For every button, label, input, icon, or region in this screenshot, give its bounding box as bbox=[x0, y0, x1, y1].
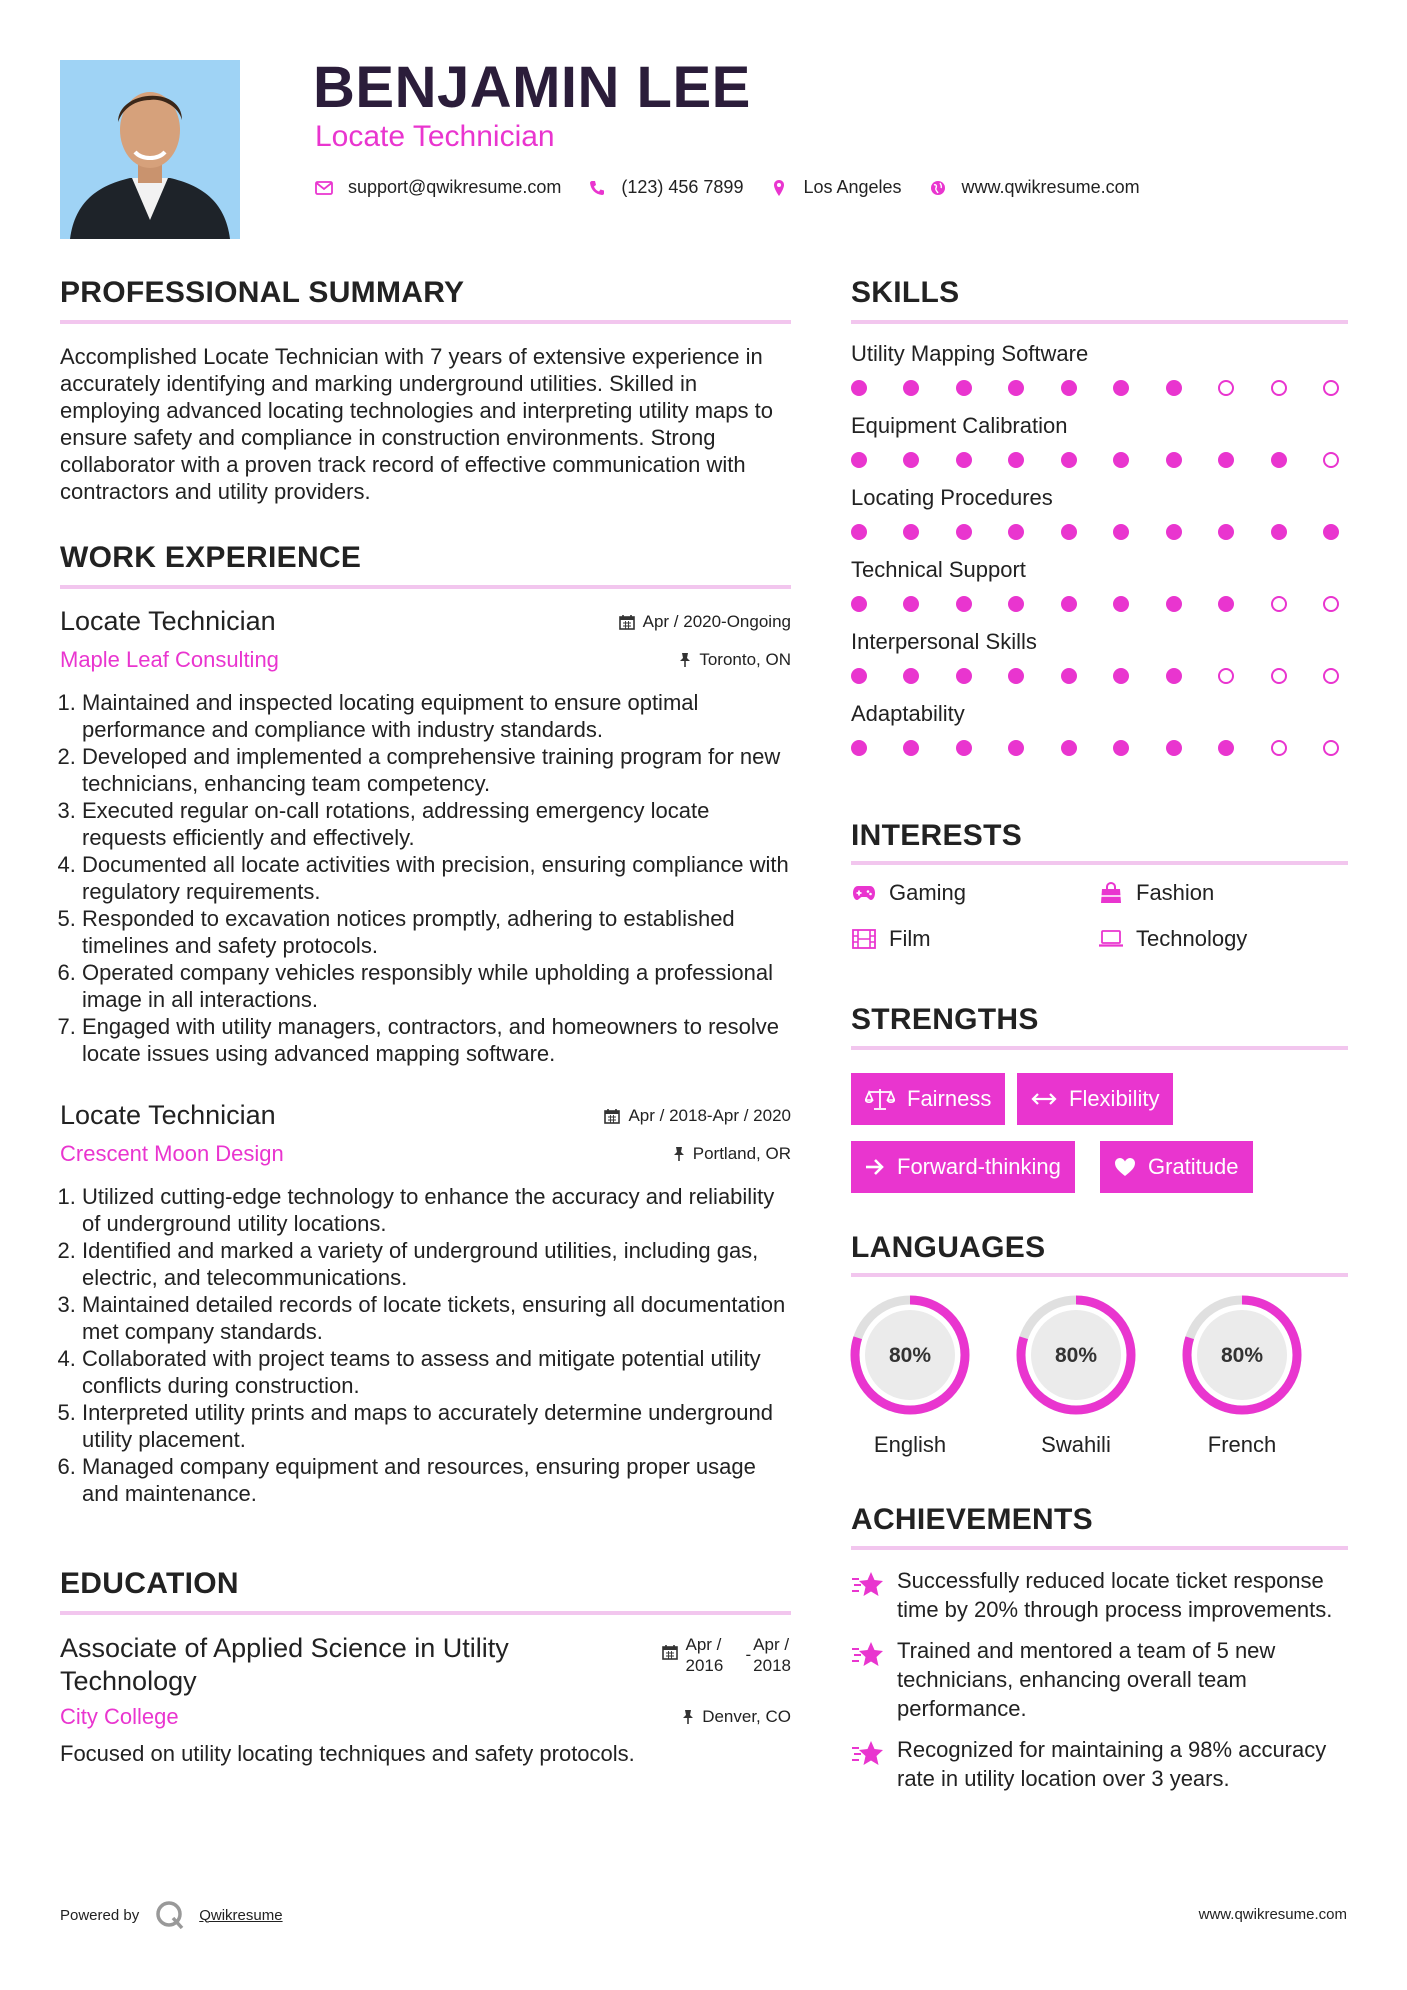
start-month: Apr / bbox=[685, 1635, 722, 1654]
rating-dot-filled bbox=[903, 668, 919, 684]
rating-dot-empty bbox=[1323, 740, 1339, 756]
gamepad-icon bbox=[851, 882, 877, 904]
rating-dot-empty bbox=[1323, 452, 1339, 468]
laptop-icon bbox=[1098, 928, 1124, 950]
skill-rating bbox=[851, 380, 1339, 396]
website-text: www.qwikresume.com bbox=[961, 177, 1140, 197]
skill-item bbox=[851, 629, 1348, 684]
duty-item: 2. Identified and marked a variety of underground utilities, including gas, electric, and telecommunications. bbox=[82, 1237, 791, 1291]
calendar-icon bbox=[662, 1644, 678, 1660]
skill-item bbox=[851, 485, 1348, 540]
language-name: French bbox=[1207, 1432, 1277, 1457]
rating-dot-filled bbox=[851, 740, 867, 756]
film-icon bbox=[851, 928, 877, 950]
skill-name: Utility Mapping Software bbox=[851, 341, 1089, 366]
strength-chip bbox=[851, 1073, 1005, 1125]
rating-dot-empty bbox=[1323, 596, 1339, 612]
rating-dot-filled bbox=[1166, 668, 1182, 684]
arrows-horizontal-icon bbox=[1031, 1092, 1057, 1106]
rating-dot-empty bbox=[1271, 596, 1287, 612]
duty-item: 3. Executed regular on-call rotations, addressing emergency locate requests efficiently and effectively. bbox=[82, 797, 791, 851]
rating-dot-filled bbox=[1061, 668, 1077, 684]
duty-item: 5. Interpreted utility prints and maps to accurately determine underground utility placement. bbox=[82, 1399, 791, 1453]
duties-list bbox=[60, 1183, 791, 1507]
rating-dot-empty bbox=[1323, 380, 1339, 396]
job-location-text: Toronto, ON bbox=[699, 650, 791, 669]
rating-dot-empty bbox=[1218, 668, 1234, 684]
rating-dot-filled bbox=[956, 380, 972, 396]
rating-dot-filled bbox=[1271, 524, 1287, 540]
rating-dot-filled bbox=[1113, 524, 1129, 540]
rating-dot-filled bbox=[1113, 596, 1129, 612]
pushpin-icon bbox=[682, 1709, 694, 1725]
strengths-divider bbox=[851, 1046, 1348, 1050]
job-title: Locate Technician bbox=[60, 1100, 276, 1130]
phone-icon bbox=[587, 178, 607, 198]
skill-rating bbox=[851, 740, 1339, 756]
summary-text: Accomplished Locate Technician with 7 years of extensive experience in accurately identifying and marking underground utilities. Skilled in employing advanced locating technologies and interpreting utility maps to ensure safety and compliance in construction environments. Strong collaborator with a proven track record of effective communication with contractors and utility providers. bbox=[60, 344, 773, 504]
rating-dot-filled bbox=[1218, 524, 1234, 540]
achievement-item bbox=[851, 1636, 1348, 1723]
strength-chip bbox=[851, 1141, 1075, 1193]
job-location bbox=[673, 1144, 791, 1164]
skill-rating bbox=[851, 668, 1339, 684]
rating-dot-filled bbox=[1166, 524, 1182, 540]
end-month: Apr / bbox=[753, 1635, 790, 1654]
education-dates bbox=[662, 1634, 792, 1676]
skill-rating bbox=[851, 596, 1339, 612]
achievement-text: Trained and mentored a team of 5 new technicians, enhancing overall team performance. bbox=[897, 1638, 1276, 1721]
rating-dot-filled bbox=[1061, 596, 1077, 612]
skill-rating bbox=[851, 452, 1339, 468]
skills-heading: SKILLS bbox=[851, 276, 960, 309]
calendar-icon bbox=[604, 1108, 620, 1124]
skill-name: Equipment Calibration bbox=[851, 413, 1068, 438]
rating-dot-empty bbox=[1218, 380, 1234, 396]
profile-photo bbox=[60, 60, 240, 239]
start-date bbox=[686, 1634, 746, 1676]
rating-dot-filled bbox=[1061, 380, 1077, 396]
rating-dot-filled bbox=[1166, 380, 1182, 396]
skill-name: Adaptability bbox=[851, 701, 965, 726]
skill-rating bbox=[851, 524, 1339, 540]
interest-item bbox=[1098, 926, 1348, 952]
rating-dot-filled bbox=[1061, 452, 1077, 468]
language-percent: 80% bbox=[1054, 1344, 1098, 1367]
phone-text: (123) 456 7899 bbox=[621, 177, 744, 197]
rating-dot-filled bbox=[1008, 596, 1024, 612]
end-date bbox=[753, 1634, 791, 1676]
candidate-role: Locate Technician bbox=[315, 120, 555, 153]
interests-grid bbox=[851, 880, 1348, 952]
rating-dot-filled bbox=[956, 740, 972, 756]
duties-list bbox=[60, 689, 791, 1067]
strength-label: Fairness bbox=[907, 1086, 992, 1111]
strengths-heading: STRENGTHS bbox=[851, 1003, 1039, 1036]
education-heading: EDUCATION bbox=[60, 1567, 239, 1600]
rating-dot-filled bbox=[1218, 452, 1234, 468]
skill-name: Technical Support bbox=[851, 557, 1026, 582]
duty-item: 7. Engaged with utility managers, contractors, and homeowners to resolve locate issues using advanced mapping software. bbox=[82, 1013, 791, 1067]
languages-row bbox=[848, 1293, 1308, 1458]
interest-label: Film bbox=[889, 926, 931, 951]
shopping-bag-icon bbox=[1098, 882, 1124, 904]
brand-link[interactable]: Qwikresume bbox=[199, 1906, 283, 1924]
job-dates bbox=[619, 612, 791, 632]
duty-item: 5. Responded to excavation notices promptly, adhering to established timelines and safety protocols. bbox=[82, 905, 791, 959]
heart-icon bbox=[1114, 1157, 1136, 1177]
achievement-text: Successfully reduced locate ticket response time by 20% through process improvements. bbox=[897, 1568, 1333, 1622]
interest-item bbox=[851, 880, 1098, 906]
job-dates-text: Apr / 2018-Apr / 2020 bbox=[628, 1105, 791, 1125]
job-location-text: Portland, OR bbox=[692, 1144, 791, 1163]
duty-item: 4. Documented all locate activities with precision, ensuring compliance with regulatory requirements. bbox=[82, 851, 791, 905]
rating-dot-filled bbox=[903, 596, 919, 612]
footer-powered-by bbox=[60, 1900, 283, 1930]
strength-chip bbox=[1100, 1141, 1253, 1193]
rating-dot-empty bbox=[1271, 668, 1287, 684]
achievement-item bbox=[851, 1735, 1348, 1793]
rating-dot-filled bbox=[956, 596, 972, 612]
job-title: Locate Technician bbox=[60, 606, 276, 636]
duty-item: 1. Utilized cutting-edge technology to enhance the accuracy and reliability of underground utility locations. bbox=[82, 1183, 791, 1237]
skill-item bbox=[851, 557, 1348, 612]
skill-item bbox=[851, 413, 1348, 468]
duty-item: 6. Operated company vehicles responsibly while upholding a professional image in all interactions. bbox=[82, 959, 791, 1013]
language-name: English bbox=[873, 1432, 947, 1457]
arrow-right-icon bbox=[865, 1158, 885, 1176]
rating-dot-filled bbox=[1166, 452, 1182, 468]
language-ring bbox=[1014, 1293, 1138, 1417]
language-item bbox=[1014, 1293, 1138, 1458]
end-year: 2018 bbox=[753, 1656, 791, 1675]
candidate-name: BENJAMIN LEE bbox=[313, 55, 751, 120]
school-name: City College bbox=[60, 1704, 179, 1729]
rating-dot-empty bbox=[1271, 380, 1287, 396]
company-name: Crescent Moon Design bbox=[60, 1141, 284, 1166]
rating-dot-filled bbox=[903, 380, 919, 396]
rating-dot-filled bbox=[1113, 452, 1129, 468]
rating-dot-filled bbox=[1218, 740, 1234, 756]
rating-dot-filled bbox=[851, 380, 867, 396]
strength-label: Forward-thinking bbox=[897, 1154, 1061, 1179]
rating-dot-filled bbox=[1166, 740, 1182, 756]
rating-dot-filled bbox=[956, 452, 972, 468]
achievement-item bbox=[851, 1566, 1348, 1624]
rating-dot-filled bbox=[851, 452, 867, 468]
contact-email[interactable] bbox=[314, 177, 561, 198]
rating-dot-filled bbox=[851, 668, 867, 684]
company-name: Maple Leaf Consulting bbox=[60, 647, 279, 672]
contact-website[interactable] bbox=[928, 177, 1140, 198]
avatar bbox=[60, 60, 240, 239]
powered-by-text: Powered by bbox=[60, 1906, 140, 1924]
rating-dot-filled bbox=[903, 740, 919, 756]
education-location-text: Denver, CO bbox=[702, 1707, 791, 1726]
pushpin-icon bbox=[673, 1146, 685, 1162]
language-name: Swahili bbox=[1041, 1432, 1111, 1457]
strength-chip bbox=[1017, 1073, 1173, 1125]
language-percent: 80% bbox=[888, 1344, 932, 1367]
start-year: 2016 bbox=[685, 1656, 724, 1675]
rating-dot-filled bbox=[1218, 596, 1234, 612]
rating-dot-filled bbox=[1061, 740, 1077, 756]
work-heading: WORK EXPERIENCE bbox=[60, 541, 362, 574]
location-text: Los Angeles bbox=[803, 177, 902, 197]
interest-label: Technology bbox=[1136, 926, 1248, 951]
duty-item: 2. Developed and implemented a comprehensive training program for new technicians, enhancing team competency. bbox=[82, 743, 791, 797]
interests-divider bbox=[851, 861, 1348, 865]
education-description: Focused on utility locating techniques and safety protocols. bbox=[60, 1741, 635, 1766]
rating-dot-filled bbox=[1008, 668, 1024, 684]
footer-website[interactable]: www.qwikresume.com bbox=[1198, 1906, 1347, 1923]
languages-heading: LANGUAGES bbox=[851, 1231, 1046, 1264]
rating-dot-filled bbox=[1113, 668, 1129, 684]
interest-item bbox=[1098, 880, 1348, 906]
rating-dot-filled bbox=[1008, 524, 1024, 540]
rating-dot-empty bbox=[1271, 740, 1287, 756]
calendar-icon bbox=[619, 614, 635, 630]
star-icon bbox=[851, 1640, 885, 1723]
interests-heading: INTERESTS bbox=[851, 819, 1023, 852]
rating-dot-filled bbox=[851, 596, 867, 612]
job-entry bbox=[60, 606, 791, 1067]
language-item bbox=[848, 1293, 972, 1458]
duty-item: 4. Collaborated with project teams to assess and mitigate potential utility conflicts during construction. bbox=[82, 1345, 791, 1399]
work-divider bbox=[60, 585, 791, 589]
globe-icon bbox=[928, 178, 948, 198]
language-item bbox=[1180, 1293, 1304, 1458]
strength-label: Gratitude bbox=[1148, 1154, 1239, 1179]
envelope-icon bbox=[314, 178, 334, 198]
skill-item bbox=[851, 341, 1348, 396]
rating-dot-filled bbox=[1323, 524, 1339, 540]
rating-dot-filled bbox=[956, 524, 972, 540]
rating-dot-filled bbox=[1271, 452, 1287, 468]
contact-phone[interactable] bbox=[587, 177, 743, 198]
rating-dot-filled bbox=[1008, 740, 1024, 756]
interest-item bbox=[851, 926, 1098, 952]
rating-dot-filled bbox=[903, 452, 919, 468]
rating-dot-filled bbox=[851, 524, 867, 540]
language-ring bbox=[1180, 1293, 1304, 1417]
email-text: support@qwikresume.com bbox=[348, 177, 562, 197]
achievement-text: Recognized for maintaining a 98% accuracy rate in utility location over 3 years. bbox=[897, 1737, 1327, 1791]
rating-dot-filled bbox=[956, 668, 972, 684]
rating-dot-filled bbox=[1061, 524, 1077, 540]
language-ring bbox=[848, 1293, 972, 1417]
education-location bbox=[682, 1707, 791, 1727]
rating-dot-filled bbox=[1113, 380, 1129, 396]
map-pin-icon bbox=[769, 178, 789, 198]
job-location bbox=[679, 650, 791, 670]
rating-dot-empty bbox=[1323, 668, 1339, 684]
achievements-divider bbox=[851, 1546, 1348, 1550]
languages-divider bbox=[851, 1273, 1348, 1277]
skill-name: Interpersonal Skills bbox=[851, 629, 1037, 654]
rating-dot-filled bbox=[903, 524, 919, 540]
contact-location bbox=[769, 177, 901, 198]
skill-name: Locating Procedures bbox=[851, 485, 1053, 510]
education-entry bbox=[60, 1632, 791, 1767]
strength-label: Flexibility bbox=[1069, 1086, 1160, 1111]
duty-item: 3. Maintained detailed records of locate tickets, ensuring all documentation met company standards. bbox=[82, 1291, 791, 1345]
star-icon bbox=[851, 1570, 885, 1624]
interest-label: Gaming bbox=[889, 880, 967, 905]
degree-title: Associate of Applied Science in Utility Technology bbox=[60, 1633, 509, 1696]
skill-item bbox=[851, 701, 1348, 756]
rating-dot-filled bbox=[1166, 596, 1182, 612]
rating-dot-filled bbox=[1008, 452, 1024, 468]
skills-list bbox=[851, 341, 1348, 756]
pushpin-icon bbox=[679, 652, 691, 668]
contact-bar bbox=[314, 177, 1166, 198]
interest-label: Fashion bbox=[1136, 880, 1215, 905]
education-divider bbox=[60, 1611, 791, 1615]
summary-heading: PROFESSIONAL SUMMARY bbox=[60, 276, 465, 309]
date-separator: - bbox=[745, 1645, 752, 1664]
balance-scale-icon bbox=[865, 1088, 895, 1110]
skills-divider bbox=[851, 320, 1348, 324]
language-percent: 80% bbox=[1220, 1344, 1264, 1367]
achievements-list bbox=[851, 1566, 1348, 1793]
job-dates bbox=[604, 1106, 791, 1126]
job-entry bbox=[60, 1100, 791, 1507]
achievements-heading: ACHIEVEMENTS bbox=[851, 1503, 1093, 1536]
star-icon bbox=[851, 1739, 885, 1793]
duty-item: 1. Maintained and inspected locating equipment to ensure optimal performance and compliance with industry standards. bbox=[82, 689, 791, 743]
summary-divider bbox=[60, 320, 791, 324]
rating-dot-filled bbox=[1008, 380, 1024, 396]
qwikresume-logo-icon bbox=[155, 1900, 185, 1930]
job-dates-text: Apr / 2020-Ongoing bbox=[642, 611, 791, 631]
rating-dot-filled bbox=[1113, 740, 1129, 756]
duty-item: 6. Managed company equipment and resources, ensuring proper usage and maintenance. bbox=[82, 1453, 791, 1507]
